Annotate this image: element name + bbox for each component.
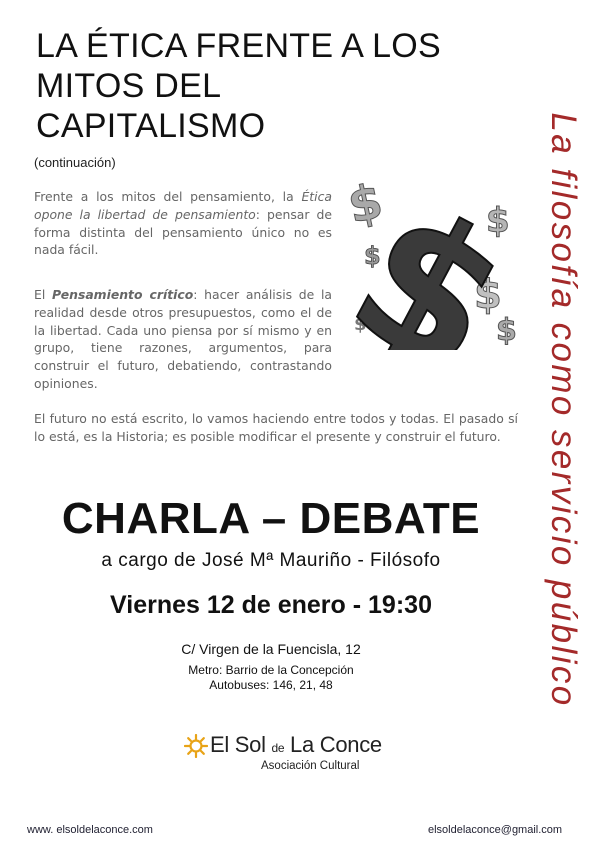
event-heading: CHARLA – DEBATE (61, 494, 481, 543)
vertical-slogan-text: La filosofía como servicio público (544, 112, 583, 708)
footer-website[interactable]: www. elsoldelaconce.com (27, 824, 153, 836)
dollar-signs-icon (346, 180, 524, 350)
paragraph-ethics-emphasis: Ética opone la libertad de pensamiento (34, 189, 332, 222)
dollar-symbol: $ (452, 325, 464, 344)
dollar-symbol: $ (346, 180, 524, 350)
logo-name (210, 732, 382, 758)
event-metro: Metro: Barrio de la Concepción (188, 663, 354, 677)
paragraph-ethics-pre: Frente a los mitos del pensamiento, la (34, 189, 302, 204)
title-line-3: CAPITALISMO (36, 107, 266, 145)
dollar-symbol: $ (474, 272, 502, 318)
paragraph-critical-emphasis: Pensamiento crítico (51, 287, 194, 302)
paragraph-ethics-post: : pensar de forma distinta del pensamiento único no es nada fácil. (34, 206, 332, 258)
title-line-2: MITOS DEL (36, 67, 222, 105)
logo-subtitle: Asociación Cultural (261, 760, 360, 772)
logo-name-part1: El Sol (210, 732, 272, 757)
title-line-1: LA ÉTICA FRENTE A LOS (36, 27, 442, 65)
paragraph-future: El futuro no está escrito, lo vamos haciendo entre todos y todas. El pasado sí lo está, es la Historia; es posible modificar el presente y construir el futuro. (34, 411, 518, 444)
poster-title (36, 26, 496, 146)
dollar-symbol: $ (496, 313, 517, 348)
dollar-symbol: $ (346, 180, 388, 235)
paragraph-critical-pre: El (34, 287, 52, 302)
paragraph-ethics (34, 188, 332, 259)
vertical-slogan (543, 40, 583, 780)
footer-email[interactable]: elsoldelaconce@gmail.com (428, 824, 563, 836)
event-address: C/ Virgen de la Fuencisla, 12 (181, 641, 361, 657)
logo-name-part3: La Conce (284, 732, 382, 757)
event-buses: Autobuses: 146, 21, 48 (209, 678, 333, 692)
sun-icon (184, 734, 208, 758)
paragraph-critical-post: : hacer análisis de la realidad desde otros presupuestos, como el de la libertad. Cada uno piensa por sí mismo y en grupo, tiene razones, argumentos, para construir el futuro, debatiendo, contrastando opiniones. (34, 287, 332, 391)
event-speaker: a cargo de José Mª Mauriño - Filósofo (101, 550, 441, 571)
subtitle: (continuación) (34, 155, 116, 170)
dollar-symbol: $ (354, 314, 367, 335)
paragraph-critical-thinking (34, 286, 332, 393)
event-transport (0, 663, 542, 693)
dollar-symbol: $ (364, 242, 381, 270)
organization-logo (184, 732, 404, 778)
dollar-symbol: $ (486, 201, 510, 241)
event-datetime: Viernes 12 de enero - 19:30 (110, 591, 432, 619)
logo-name-part2: de (271, 741, 285, 755)
